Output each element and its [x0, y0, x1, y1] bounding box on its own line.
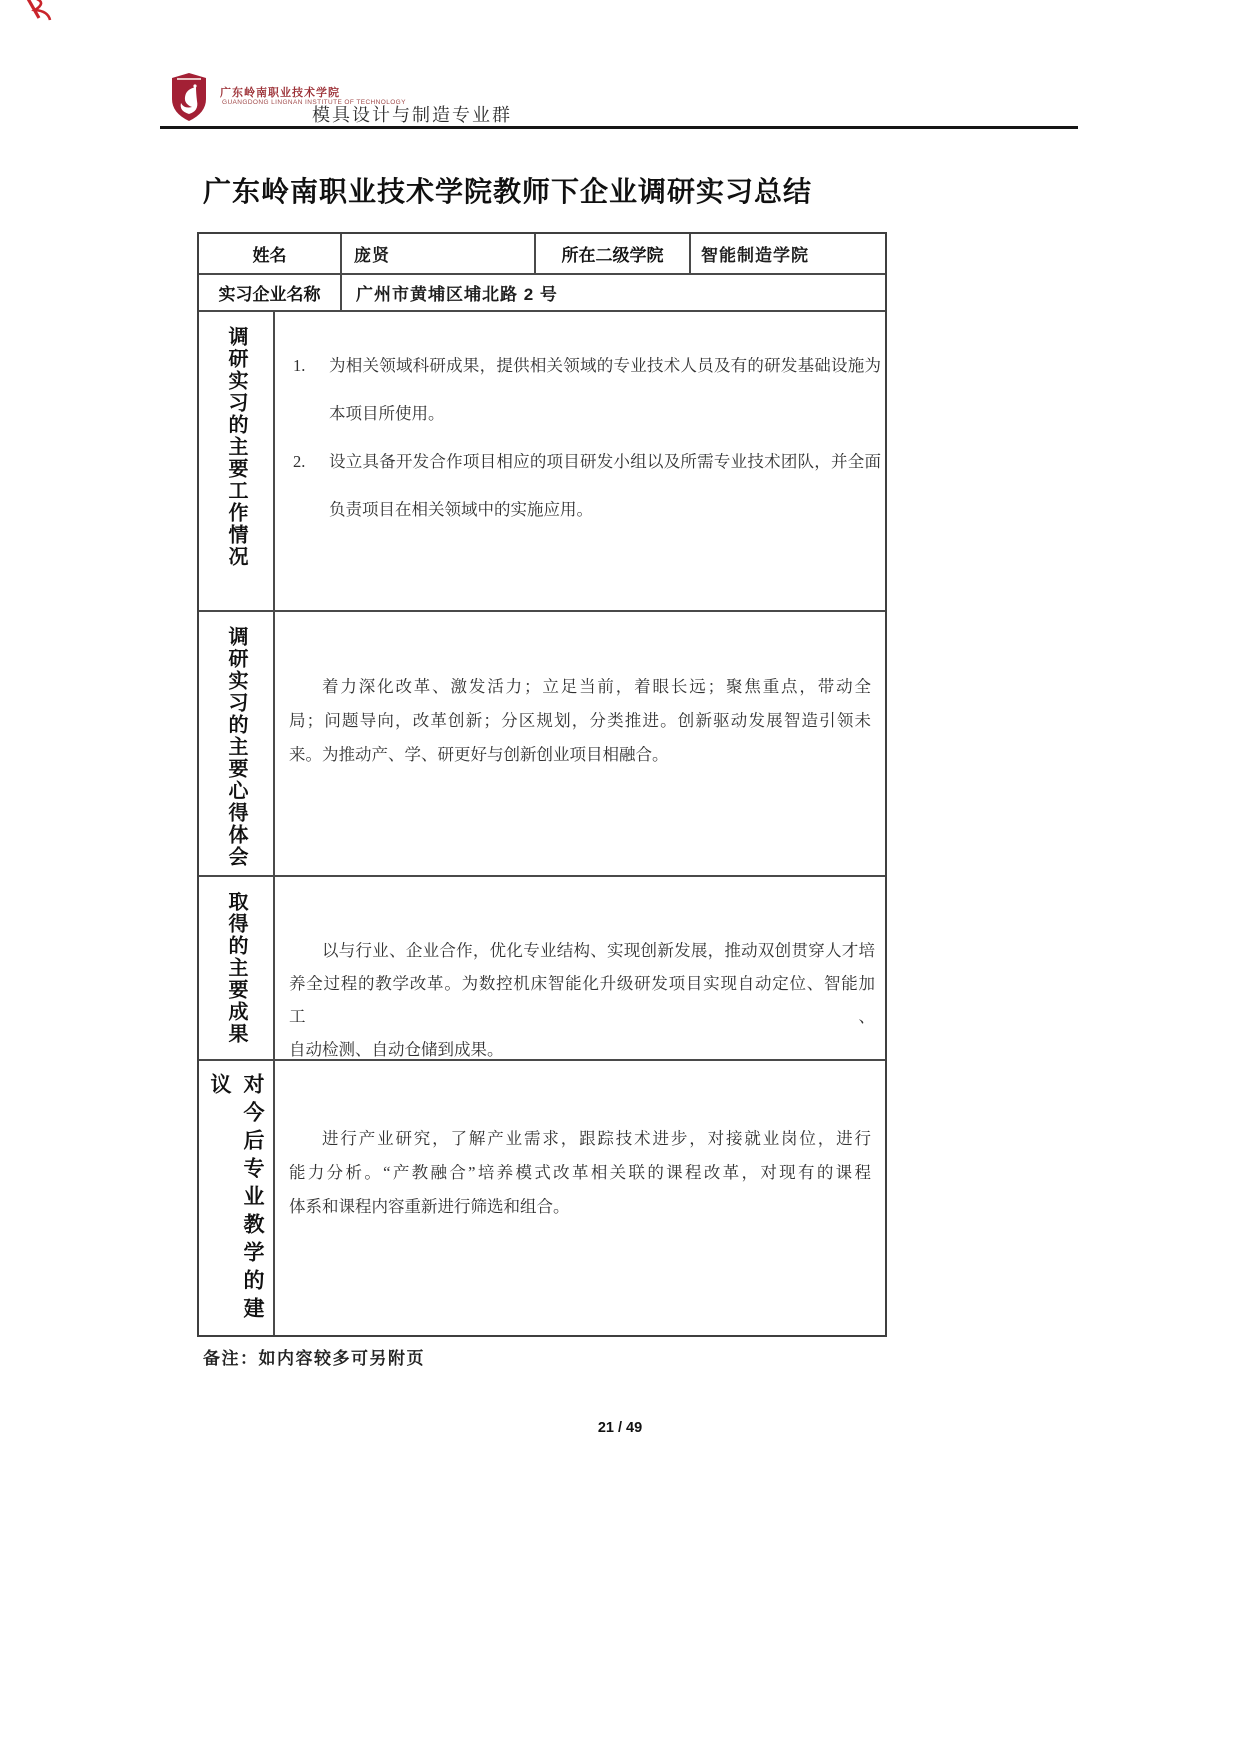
text-line: 能力分析。“产教融合”培养模式改革相关联的课程改革，对现有的课程	[289, 1163, 871, 1182]
page-header	[160, 70, 1078, 126]
company-value: 广州市黄埔区埔北路 2 号	[340, 275, 885, 310]
college-label: 所在二级学院	[534, 234, 689, 273]
reflections-label-cell	[199, 612, 273, 875]
suggestions-label-cell	[199, 1061, 273, 1335]
text-line: 为相关领域科研成果，提供相关领域的专业技术人员及有的研发基础设施为	[329, 356, 881, 375]
achievements-label: 取得的主要成果	[225, 891, 247, 1045]
text-line: 养全过程的教学改革。为数控机床智能化升级研发项目实现自动定位、智能加工、	[289, 974, 875, 1026]
school-name-en: GUANGDONG LINGNAN INSTITUTE OF TECHNOLOGY	[222, 99, 406, 106]
text-line: 自动检测、自动仓储到成果。	[289, 1040, 504, 1059]
suggestions-label: 对今后专业教学的建议	[208, 1073, 264, 1325]
text-line: 以与行业、企业合作，优化专业结构、实现创新发展，推动双创贯穿人才培	[322, 941, 875, 960]
table-row-basic-info	[199, 234, 885, 273]
table-row-suggestions	[199, 1059, 885, 1335]
text-line: 设立具备开发合作项目相应的项目研发小组以及所需专业技术团队，并全面	[329, 452, 881, 471]
list-item-text	[329, 342, 881, 438]
list-item-text	[329, 438, 881, 534]
achievements-content	[273, 877, 885, 1059]
header-rule	[160, 126, 1078, 129]
school-name: 广东岭南职业技术学院	[220, 87, 340, 99]
list-item-number: 1.	[293, 356, 306, 375]
text-line: 负责项目在相关领域中的实施应用。	[329, 500, 593, 519]
red-corner-mark	[22, 0, 56, 23]
name-label: 姓名	[252, 246, 287, 265]
reflections-content	[273, 612, 885, 875]
college-value: 智能制造学院	[689, 234, 885, 273]
paragraph	[289, 934, 875, 1066]
work-summary-content	[273, 312, 885, 610]
list-item	[287, 342, 881, 438]
text-line: 体系和课程内容重新进行筛选和组合。	[289, 1197, 570, 1216]
text-line: 本项目所使用。	[329, 404, 445, 423]
text-line: 来。为推动产、学、研更好与创新创业项目相融合。	[289, 745, 669, 764]
summary-table	[197, 232, 887, 1337]
list-item	[287, 438, 881, 534]
suggestions-content	[273, 1061, 885, 1335]
text-line: 局；问题导向，改革创新；分区规划，分类推进。创新驱动发展智造引领未	[289, 711, 871, 730]
name-value: 庞贤	[340, 234, 534, 273]
table-row-reflections	[199, 610, 885, 875]
achievements-label-cell	[199, 877, 273, 1059]
document-title: 广东岭南职业技术学院教师下企业调研实习总结	[203, 176, 813, 207]
text-line: 着力深化改革、激发活力；立足当前，着眼长远；聚焦重点，带动全	[322, 677, 871, 696]
company-label: 实习企业名称	[218, 285, 321, 304]
table-row-achievements	[199, 875, 885, 1059]
work-summary-label-cell	[199, 312, 273, 610]
page-number: 21 / 49	[597, 1420, 643, 1436]
table-row-company	[199, 273, 885, 310]
list-item-number: 2.	[293, 452, 306, 471]
paragraph	[289, 670, 871, 772]
work-summary-label: 调研实习的主要工作情况	[225, 326, 247, 568]
text-line: 进行产业研究，了解产业需求，跟踪技术进步，对接就业岗位，进行	[322, 1129, 871, 1148]
paragraph	[289, 1122, 871, 1224]
remark-note: 备注：如内容较多可另附页	[203, 1349, 425, 1368]
specialty-group-title: 模具设计与制造专业群	[312, 105, 512, 125]
table-row-work-summary	[199, 310, 885, 610]
reflections-label: 调研实习的主要心得体会	[225, 626, 247, 868]
school-logo	[172, 73, 206, 121]
